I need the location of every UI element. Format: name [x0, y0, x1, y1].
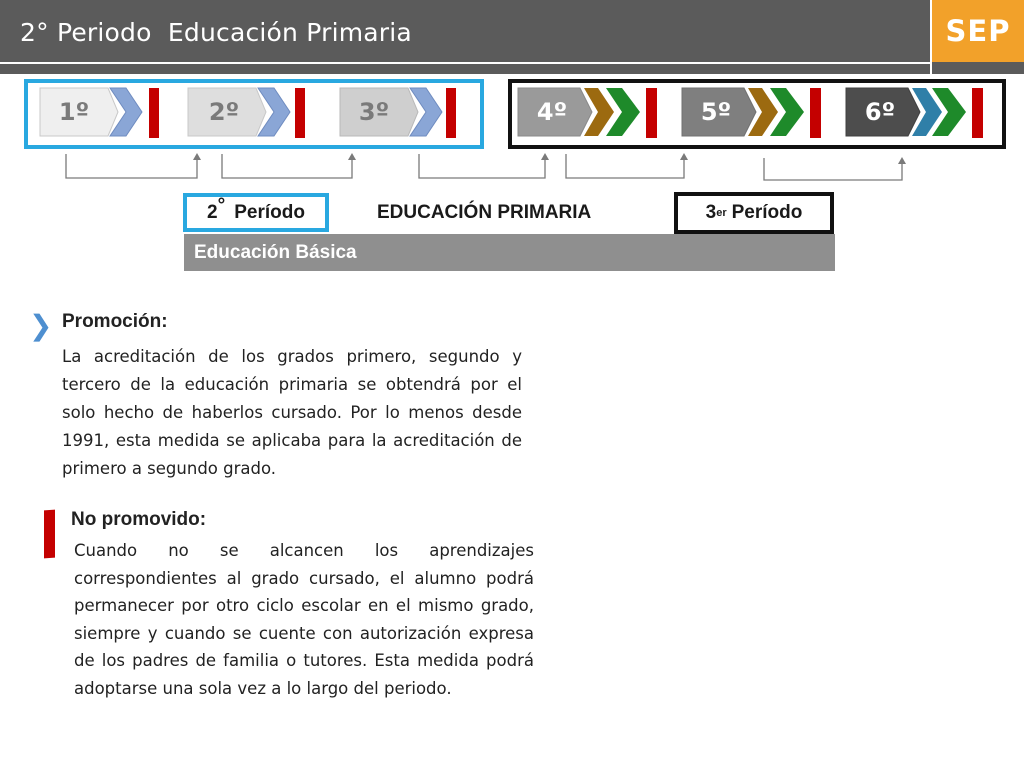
grade-3-label: 3º: [358, 98, 390, 126]
grade-4-label: 4º: [536, 98, 568, 126]
second-period-degree: °: [217, 194, 226, 216]
third-period-number: 3: [705, 202, 717, 223]
grade-6-marker: [972, 88, 983, 138]
second-period-word: Período: [234, 201, 305, 223]
page-title: 2° Periodo Educación Primaria: [20, 18, 412, 47]
grade-6-label: 6º: [864, 98, 896, 126]
grade-1-label: 1º: [58, 98, 90, 126]
red-bar-marker-icon: [44, 510, 55, 559]
educacion-basica-band: [184, 234, 835, 271]
no-promovido-text: Cuando no se alcancen los aprendizajes correspondientes al grado cursado, el alumno podrá permanecer por otro ciclo escolar en el mismo grado, siempre y cuando se cuente con autorización expresa de los padres de familia o tutores. Esta medida podrá adoptarse una sola vez a lo largo del periodo.: [74, 541, 534, 698]
educacion-basica-label: Educación Básica: [194, 242, 357, 263]
chevron-right-icon: ❯: [29, 309, 53, 342]
grade-4-marker: [646, 88, 657, 138]
third-period-word: Período: [731, 202, 803, 223]
third-period-suffix: er: [716, 207, 727, 219]
educacion-primaria-label: EDUCACIÓN PRIMARIA: [377, 202, 592, 223]
promocion-text: La acreditación de los grados primero, segundo y tercero de la educación primaria se obtendrá por el solo hecho de haberlos cursado. Por lo menos desde 1991, esta medida se aplicaba para la acreditación de primero a segundo grado.: [62, 347, 522, 478]
grade-5-label: 5º: [700, 98, 732, 126]
grade-5-marker: [810, 88, 821, 138]
connector-5-6: [764, 158, 902, 180]
sep-logo-text: SEP: [945, 14, 1011, 48]
grade-2-marker: [295, 88, 305, 138]
grade-1-marker: [149, 88, 159, 138]
third-period-box: [674, 192, 834, 234]
second-period-number: 2: [207, 201, 218, 223]
grade-2-label: 2º: [208, 98, 240, 126]
promocion-heading: Promoción:: [62, 311, 168, 332]
second-period-box: [183, 193, 329, 232]
no-promovido-heading: No promovido:: [71, 509, 207, 530]
grade-3-marker: [446, 88, 456, 138]
grades-graphic: [0, 0, 1024, 160]
